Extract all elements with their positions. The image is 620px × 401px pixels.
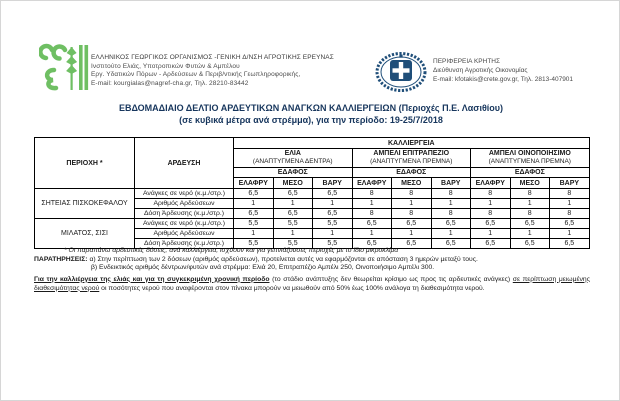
value-cell: 6,5 bbox=[510, 239, 550, 249]
region-column-header: ΠΕΡΙΟΧΗ * bbox=[35, 138, 135, 189]
value-cell: 1 bbox=[392, 199, 432, 209]
irrigation-column-header: ΑΡΔΕΥΣΗ bbox=[135, 138, 234, 189]
value-cell: 6,5 bbox=[510, 219, 550, 229]
value-cell: 6,5 bbox=[313, 189, 353, 199]
value-cell: 1 bbox=[313, 229, 353, 239]
value-cell: 6,5 bbox=[471, 239, 511, 249]
value-cell: 8 bbox=[431, 189, 471, 199]
value-cell: 1 bbox=[510, 229, 550, 239]
soil-type-header: ΕΛΑΦΡΥ bbox=[471, 178, 511, 189]
title-line-2: (σε κυβικά μέτρα ανά στρέμμα), για την περίοδο: 19-25/7/2018 bbox=[179, 115, 443, 125]
value-cell: 5,5 bbox=[234, 219, 274, 229]
value-cell: 6,5 bbox=[392, 239, 432, 249]
crops-header: ΚΑΛΛΙΕΡΓΕΙΑ bbox=[234, 138, 590, 149]
crop-group-table-grape bbox=[352, 149, 471, 168]
soil-type-header: ΕΛΑΦΡΥ bbox=[234, 178, 274, 189]
value-cell: 1 bbox=[234, 229, 274, 239]
soil-header: ΕΔΑΦΟΣ bbox=[234, 168, 353, 178]
value-cell: 5,5 bbox=[234, 239, 274, 249]
value-cell: 1 bbox=[313, 199, 353, 209]
region-line: Διεύθυνση Αγροτικής Οικονομίας bbox=[433, 67, 528, 74]
value-cell: 1 bbox=[471, 229, 511, 239]
value-cell: 8 bbox=[352, 189, 392, 199]
value-cell: 1 bbox=[431, 199, 471, 209]
document-title bbox=[1, 102, 620, 126]
org-line: ΕΛΛΗΝΙΚΟΣ ΓΕΩΡΓΙΚΟΣ ΟΡΓΑΝΙΣΜΟΣ -ΓΕΝΙΚΗ Δ/ΝΣΗ ΑΓΡΟΤΙΚΗΣ ΕΡΕΥΝΑΣ bbox=[91, 54, 334, 61]
value-cell: 1 bbox=[273, 199, 313, 209]
soil-header: ΕΔΑΦΟΣ bbox=[352, 168, 471, 178]
value-cell: 5,5 bbox=[313, 239, 353, 249]
value-cell: 8 bbox=[392, 209, 432, 219]
crop-group-olive bbox=[234, 149, 353, 168]
value-cell: 6,5 bbox=[352, 219, 392, 229]
value-cell: 5,5 bbox=[313, 219, 353, 229]
value-cell: 1 bbox=[392, 229, 432, 239]
value-cell: 6,5 bbox=[392, 219, 432, 229]
soil-type-header: ΜΕΣΟ bbox=[273, 178, 313, 189]
crop-name: ΑΜΠΕΛΙ ΟΙΝΟΠΟΙΗΣΙΜΟ bbox=[488, 150, 571, 157]
value-cell: 8 bbox=[510, 189, 550, 199]
value-cell: 1 bbox=[431, 229, 471, 239]
row-label-cell: Αριθμός Αρδεύσεων bbox=[135, 199, 234, 209]
olive-note-bold-underline: Για την καλλιέργεια της ελιάς και για τη συγκεκριμένη χρονική περίοδο bbox=[34, 275, 270, 283]
observation-b: β) Ενδεικτικός αριθμός δέντρων/φυτών ανά στρέμμα: Ελιά 20, Επιτραπέζιο Αμπέλι 250, Οινοποιήσιμο Αμπέλι 300. bbox=[91, 264, 435, 271]
table-row bbox=[35, 189, 590, 199]
footnote: * Οι παραπάνω αρδευτικές δόσεις, ανά καλλιέργεια, ισχύουν και για γειτνιάζουσες περιοχές με το ίδιο μικροκλίμα bbox=[64, 247, 399, 254]
crop-name: ΕΛΙΑ bbox=[284, 150, 301, 157]
value-cell: 1 bbox=[234, 199, 274, 209]
value-cell: 6,5 bbox=[234, 209, 274, 219]
row-label-cell: Δόση Άρδευσης (κ.μ./στρ.) bbox=[135, 239, 234, 249]
irrigation-table bbox=[34, 137, 590, 249]
value-cell: 8 bbox=[471, 209, 511, 219]
observation-a bbox=[34, 256, 590, 265]
value-cell: 8 bbox=[550, 209, 590, 219]
soil-header: ΕΔΑΦΟΣ bbox=[471, 168, 590, 178]
value-cell: 1 bbox=[352, 229, 392, 239]
region-authority-info bbox=[433, 57, 603, 84]
soil-type-header: ΒΑΡΥ bbox=[550, 178, 590, 189]
org-email-line: E-mail: kourgialas@nagref-cha.gr, Τηλ. 28210-83442 bbox=[91, 79, 249, 87]
region-email-line: E-mail: kfotakis@crete.gov.gr, Τηλ. 2813-407901 bbox=[433, 76, 574, 83]
observation-a-text: α) Στην περίπτωση των 2 δόσεων (αριθμός αρδεύσεων), προτείνεται αυτές να εφαρμόζονται σε απόσταση 3 ημερών μεταξύ τους. bbox=[89, 255, 478, 263]
olive-note-normal-2: οι ποσότητες νερού που αναφέρονται στον πίνακα μπορούν να μειωθούν από 50% έως 100% ανάλογα τη διαθεσιμότητα νερού. bbox=[99, 284, 485, 292]
value-cell: 6,5 bbox=[431, 239, 471, 249]
soil-type-header: ΒΑΡΥ bbox=[431, 178, 471, 189]
value-cell: 1 bbox=[550, 229, 590, 239]
value-cell: 6,5 bbox=[550, 219, 590, 229]
row-label-cell: Ανάγκες σε νερό (κ.μ./στρ.) bbox=[135, 219, 234, 229]
crop-subtitle: (ΑΝΑΠΤΥΓΜΕΝΑ ΔΕΝΤΡΑ) bbox=[252, 158, 333, 165]
value-cell: 8 bbox=[431, 209, 471, 219]
region-line: ΠΕΡΙΦΕΡΕΙΑ ΚΡΗΤΗΣ bbox=[433, 58, 500, 65]
value-cell: 5,5 bbox=[273, 239, 313, 249]
table-row bbox=[35, 219, 590, 229]
table-body bbox=[35, 189, 590, 249]
region-name-cell: ΣΗΤΕΙΑΣ ΠΙΣΚΟΚΕΦΑΛΟΥ bbox=[35, 189, 135, 219]
value-cell: 6,5 bbox=[550, 239, 590, 249]
region-name-cell: ΜΙΛΑΤΟΣ, ΣΙΣΙ bbox=[35, 219, 135, 249]
value-cell: 6,5 bbox=[431, 219, 471, 229]
crop-group-wine-grape bbox=[471, 149, 590, 168]
value-cell: 8 bbox=[510, 209, 550, 219]
soil-type-header: ΜΕΣΟ bbox=[392, 178, 432, 189]
value-cell: 6,5 bbox=[273, 209, 313, 219]
soil-type-header: ΜΕΣΟ bbox=[510, 178, 550, 189]
crop-name: ΑΜΠΕΛΙ ΕΠΙΤΡΑΠΕΖΙΟ bbox=[373, 150, 450, 157]
org-line: Εργ. Υδατικών Πόρων - Αρδεύσεων & Περιβ/ντικής Γεωπληροφορικής, bbox=[91, 71, 301, 78]
soil-type-header: ΕΛΑΦΡΥ bbox=[352, 178, 392, 189]
value-cell: 1 bbox=[352, 199, 392, 209]
row-label-cell: Δόση Άρδευσης (κ.μ./στρ.) bbox=[135, 209, 234, 219]
org-line: Ινστιτούτο Ελιάς, Υποτροπικών Φυτών & Αμπέλου bbox=[91, 62, 240, 70]
value-cell: 1 bbox=[471, 199, 511, 209]
value-cell: 1 bbox=[510, 199, 550, 209]
value-cell: 1 bbox=[550, 199, 590, 209]
value-cell: 5,5 bbox=[273, 219, 313, 229]
greek-state-emblem-icon bbox=[375, 50, 427, 94]
soil-type-header: ΒΑΡΥ bbox=[313, 178, 353, 189]
observations-label: ΠΑΡΑΤΗΡΗΣΕΙΣ: bbox=[34, 255, 88, 263]
crop-subtitle: (ΑΝΑΠΤΥΓΜΕΝΑ ΠΡΕΜΝΑ) bbox=[370, 158, 453, 165]
value-cell: 6,5 bbox=[273, 189, 313, 199]
value-cell: 6,5 bbox=[313, 209, 353, 219]
value-cell: 6,5 bbox=[234, 189, 274, 199]
olive-note bbox=[34, 275, 590, 293]
value-cell: 6,5 bbox=[471, 219, 511, 229]
row-label-cell: Αριθμός Αρδεύσεων bbox=[135, 229, 234, 239]
row-label-cell: Ανάγκες σε νερό (κ.μ./στρ.) bbox=[135, 189, 234, 199]
organization-info bbox=[91, 54, 371, 88]
irrigation-table-wrap bbox=[34, 137, 589, 249]
value-cell: 8 bbox=[392, 189, 432, 199]
crop-subtitle: (ΑΝΑΠΤΥΓΜΕΝΑ ΠΡΕΜΝΑ) bbox=[488, 158, 571, 165]
value-cell: 1 bbox=[273, 229, 313, 239]
value-cell: 6,5 bbox=[352, 239, 392, 249]
value-cell: 8 bbox=[352, 209, 392, 219]
value-cell: 8 bbox=[471, 189, 511, 199]
olive-note-underline: σε περίπτωση μειωμένης διαθεσιμότητας νερού bbox=[34, 275, 590, 292]
title-line-1: ΕΒΔΟΜΑΔΙΑΙΟ ΔΕΛΤΙΟ ΑΡΔΕΥΤΙΚΩΝ ΑΝΑΓΚΩΝ ΚΑΛΛΙΕΡΓΕΙΩΝ (Περιοχές Π.Ε. Λασιθίου) bbox=[118, 103, 504, 113]
notes-section bbox=[34, 247, 590, 293]
olive-note-normal-1: (το στάδιο ανάπτυξης δεν θεωρείται κρίσιμο ως προς τις αρδευτικές ανάγκες) bbox=[269, 275, 513, 283]
value-cell: 8 bbox=[550, 189, 590, 199]
elgo-logo-icon bbox=[39, 43, 89, 93]
